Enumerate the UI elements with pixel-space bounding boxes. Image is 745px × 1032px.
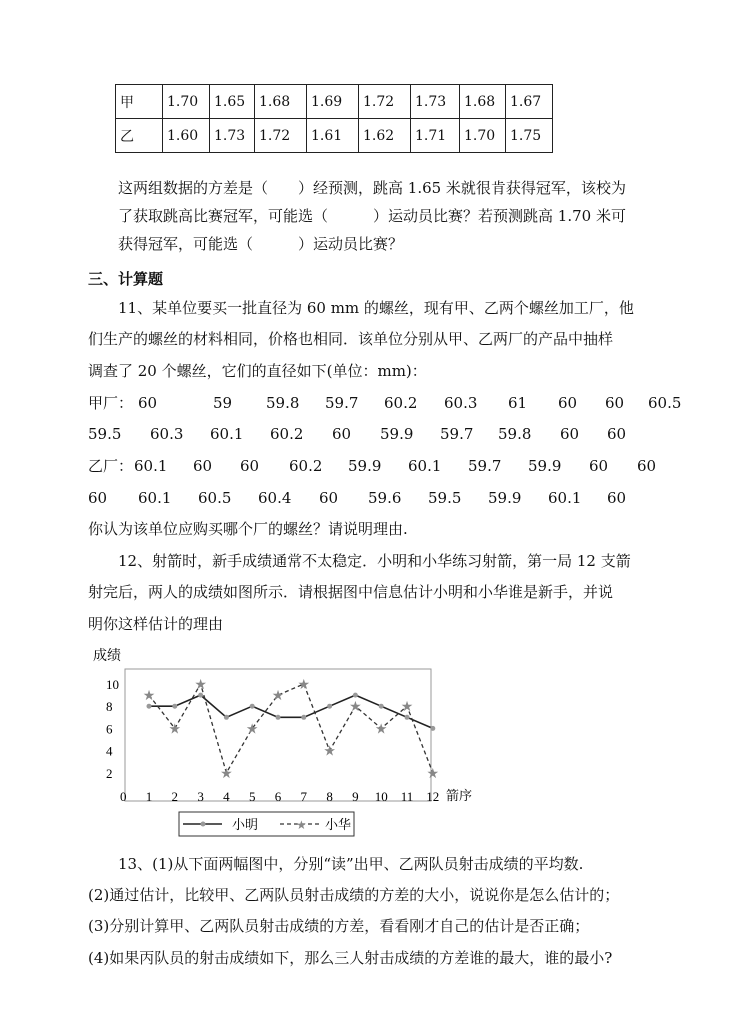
question-11-line: 你认为该单位应购买哪个厂的螺丝？请说明理由. [88,520,408,538]
table-cell: 1.70 [460,119,506,153]
jump-height-table [115,84,553,153]
data-value: 59.7 [325,394,359,412]
data-value: 60.3 [444,394,478,412]
row-label: 乙 [116,119,163,153]
data-value: 60 [605,394,625,412]
data-point-xiaohua: ★ [194,678,207,693]
data-value: 59.9 [488,489,522,507]
data-value: 60 [560,425,580,443]
section-title: 三、计算题 [88,270,164,288]
data-point-xiaohua: ★ [271,689,285,705]
table-cell: 1.62 [359,119,411,153]
y-tick-label: 8 [106,699,113,715]
data-value: 60.1 [548,489,582,507]
data-value: 59.5 [428,489,462,507]
data-point-xiaoming [430,726,435,731]
x-tick-label: 1 [145,789,153,804]
data-point-xiaohua: ★ [142,689,156,705]
table-cell: 1.72 [255,119,307,153]
question-12-line: 射完后，两人的成绩如图所示．请根据图中信息估计小明和小华谁是新手，并说 [88,583,614,601]
score-line-chart [0,640,745,840]
table-cell: 1.68 [255,85,307,119]
data-value: 60.3 [150,425,184,443]
question-12-line: 明你这样估计的理由 [88,615,224,633]
data-value: 60.5 [198,489,232,507]
data-value: 60.2 [289,457,323,475]
factory-label: 甲厂： [88,394,134,412]
data-point-xiaoming [353,693,358,698]
data-value: 59.7 [440,425,474,443]
table-cell: 1.73 [411,85,460,119]
row-label: 甲 [116,85,163,119]
data-point-xiaoming [405,715,410,720]
data-point-xiaohua: ★ [374,722,388,738]
jia-data-row-1 [0,393,745,413]
data-value: 60 [138,394,158,412]
legend-marker-xiaoming [201,822,206,827]
paragraph-line: 这两组数据的方差是（ ）经预测，跳高 1.65 米就很肯获得冠军，该校为 [118,179,626,197]
data-point-xiaohua: ★ [245,722,259,738]
table-cell: 1.65 [210,85,255,119]
data-value: 59 [213,394,233,412]
data-value: 59.6 [368,489,402,507]
y-axis-label: 成绩 [93,649,121,664]
data-point-xiaoming [250,704,255,709]
data-point-xiaoming [198,693,203,698]
question-11-line: 们生产的螺丝的材料相同，价格也相同．该单位分别从甲、乙两厂的产品中抽样 [88,330,614,348]
x-tick-label: 11 [400,789,414,804]
table-cell: 1.75 [506,119,553,153]
data-value: 60.1 [134,457,168,475]
x-tick-label: 9 [352,789,359,804]
data-value: 60 [607,489,627,507]
x-tick-label: 7 [300,789,308,804]
question-13-line: (4)如果丙队员的射击成绩如下，那么三人射击成绩的方差谁的最大，谁的最小? [88,949,613,967]
data-point-xiaohua: ★ [400,700,414,716]
data-value: 59.9 [348,457,382,475]
data-value: 59.9 [528,457,562,475]
data-value: 60.5 [648,394,682,412]
data-point-xiaohua: ★ [323,744,336,760]
question-13-line: 13、(1)从下面两幅图中，分别“读”出甲、乙两队员射击成绩的平均数. [118,855,584,873]
jia-data-row-2 [0,424,745,444]
table-row-yi [116,119,553,153]
table-cell: 1.61 [307,119,359,153]
data-value: 60 [332,425,352,443]
data-point-xiaohua: ★ [220,766,233,782]
question-11-line: 调查了 20 个螺丝，它们的直径如下(单位：mm)： [88,362,427,380]
data-value: 60 [193,457,213,475]
data-point-xiaoming [301,715,306,720]
table-cell: 1.70 [163,85,210,119]
yi-data-row-2 [0,488,745,508]
data-point-xiaohua: ★ [168,722,182,738]
table-cell: 1.68 [460,85,506,119]
data-value: 59.7 [468,457,502,475]
data-point-xiaoming [224,715,229,720]
data-point-xiaoming [276,715,281,720]
x-tick-label: 6 [274,789,282,804]
data-value: 60.1 [408,457,442,475]
table-cell: 1.67 [506,85,553,119]
data-value: 60 [240,457,260,475]
data-value: 60.2 [270,425,304,443]
data-value: 59.9 [380,425,414,443]
legend-label-xiaoming: 小明 [232,817,259,832]
data-value: 60 [558,394,578,412]
data-point-xiaoming [172,704,177,709]
data-point-xiaohua: ★ [426,766,440,782]
data-value: 59.8 [266,394,300,412]
x-tick-label: 3 [197,789,204,804]
data-value: 60.4 [258,489,292,507]
question-11-line: 11、某单位要买一批直径为 60 mm 的螺丝，现有甲、乙两个螺丝加工厂，他 [118,299,634,317]
legend-label-xiaohua: 小华 [325,817,352,832]
data-value: 60 [589,457,609,475]
paragraph-line: 了获取跳高比赛冠军，可能选（ ）运动员比赛？若预测跳高 1.70 米可 [118,207,626,225]
legend-marker-xiaohua: ★ [296,818,307,832]
data-value: 59.5 [88,425,122,443]
data-point-xiaoming [327,704,332,709]
question-13-line: (3)分别计算甲、乙两队员射击成绩的方差，看看刚才自己的估计是否正确； [88,917,590,935]
x-tick-label: 4 [223,789,230,804]
table-row-jia [116,85,553,119]
x-tick-label: 5 [248,789,256,804]
y-tick-label: 4 [106,743,113,759]
x-tick-label: 12 [426,789,440,804]
table-cell: 1.60 [163,119,210,153]
y-tick-label: 6 [106,721,113,737]
data-value: 59.8 [498,425,532,443]
data-point-xiaohua: ★ [297,678,311,693]
data-value: 60 [607,425,627,443]
table-cell: 1.71 [411,119,460,153]
data-value: 60.2 [384,394,418,412]
question-12-line: 12、射箭时，新手成绩通常不太稳定．小明和小华练习射箭，第一局 12 支箭 [118,552,631,570]
x-axis-label: 箭序 [446,788,473,803]
data-value: 60.1 [210,425,244,443]
yi-data-row-1 [0,456,745,476]
paragraph-line: 获得冠军，可能选（ ）运动员比赛？ [118,235,404,253]
data-value: 60 [88,489,108,507]
data-point-xiaoming [379,704,384,709]
data-value: 60.1 [138,489,172,507]
data-value: 61 [508,394,528,412]
y-tick-label: 2 [106,765,113,781]
table-cell: 1.72 [359,85,411,119]
factory-label: 乙厂： [88,457,134,475]
data-point-xiaohua: ★ [349,700,362,716]
y-tick-label: 10 [106,677,119,692]
x-tick-label: 10 [374,789,388,804]
table-cell: 1.73 [210,119,255,153]
data-value: 60 [637,457,657,475]
x-tick-label: 8 [326,789,333,804]
data-value: 60 [319,489,339,507]
data-point-xiaoming [147,704,152,709]
x-tick-label: 2 [171,789,179,804]
question-13-line: (2)通过估计，比较甲、乙两队员射击成绩的方差的大小，说说你是怎么估计的； [88,886,620,904]
table-cell: 1.69 [307,85,359,119]
origin-label: 0 [120,789,127,804]
